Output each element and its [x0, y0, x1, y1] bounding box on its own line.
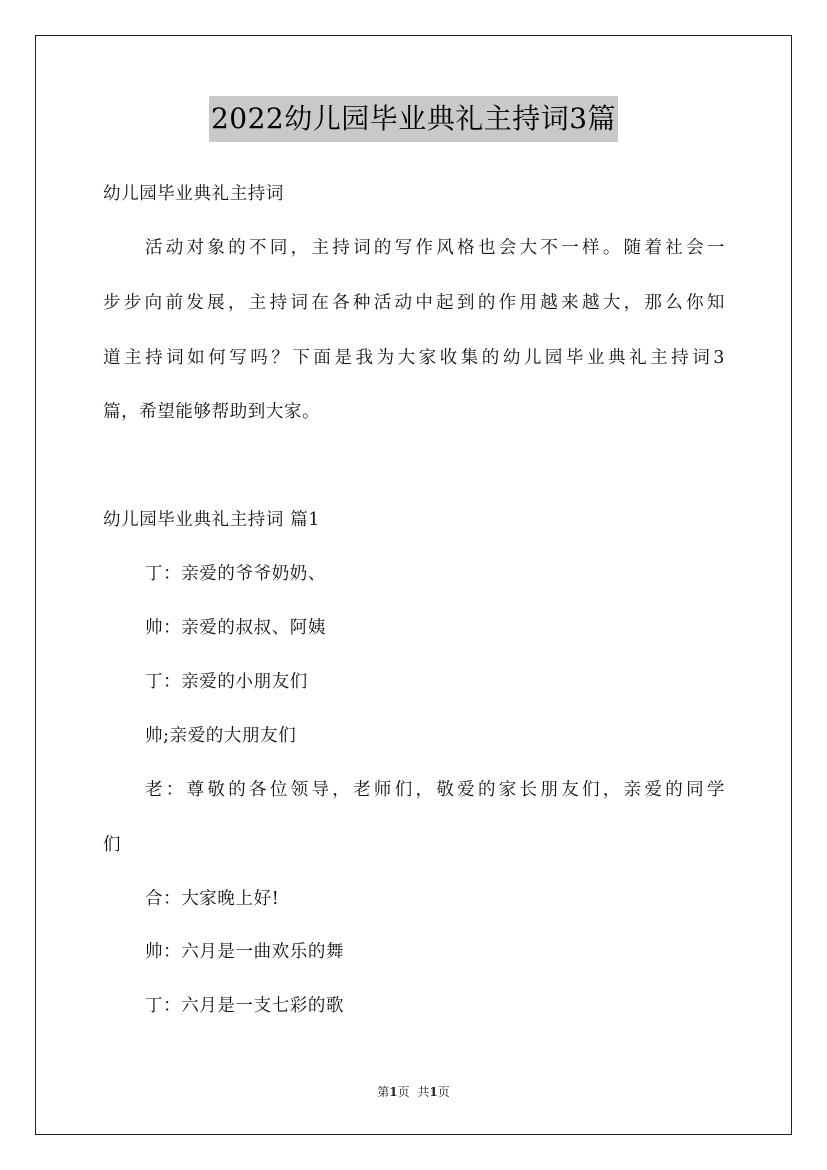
intro-paragraph-line-3: 道主持词如何写吗？下面是我为大家收集的幼儿园毕业典礼主持词3: [103, 348, 725, 368]
footer-page-number: 1: [389, 1085, 398, 1099]
footer-total-number: 1: [429, 1085, 438, 1099]
dialogue-line: 丁：亲爱的爷爷奶奶、: [145, 564, 326, 584]
footer-total-prefix: 共: [417, 1085, 430, 1099]
footer-page-prefix: 第: [377, 1085, 390, 1099]
intro-paragraph-line-2: 步步向前发展，主持词在各种活动中起到的作用越来越大，那么你知: [103, 293, 725, 313]
intro-paragraph-line-4: 篇，希望能够帮助到大家。: [103, 402, 321, 422]
dialogue-line: 丁：亲爱的小朋友们: [145, 672, 308, 692]
dialogue-line: 老：尊敬的各位领导，老师们，敬爱的家长朋友们，亲爱的同学: [145, 780, 725, 800]
dialogue-line: 帅;亲爱的大朋友们: [145, 726, 297, 746]
dialogue-line: 帅：亲爱的叔叔、阿姨: [145, 618, 326, 638]
section-heading: 幼儿园毕业典礼主持词 篇1: [103, 510, 320, 530]
page-footer: [0, 1084, 827, 1100]
document-title: 2022幼儿园毕业典礼主持词3篇: [209, 96, 618, 142]
dialogue-line: 合：大家晚上好!: [145, 889, 280, 909]
dialogue-line: 们: [103, 835, 122, 855]
footer-page-suffix: 页: [397, 1085, 410, 1099]
intro-heading: 幼儿园毕业典礼主持词: [103, 184, 284, 204]
intro-paragraph-line-1: 活动对象的不同，主持词的写作风格也会大不一样。随着社会一: [145, 238, 725, 258]
footer-total-suffix: 页: [437, 1085, 450, 1099]
dialogue-line: 帅：六月是一曲欢乐的舞: [145, 942, 345, 962]
title-container: [0, 96, 827, 142]
dialogue-line: 丁：六月是一支七彩的歌: [145, 996, 345, 1016]
